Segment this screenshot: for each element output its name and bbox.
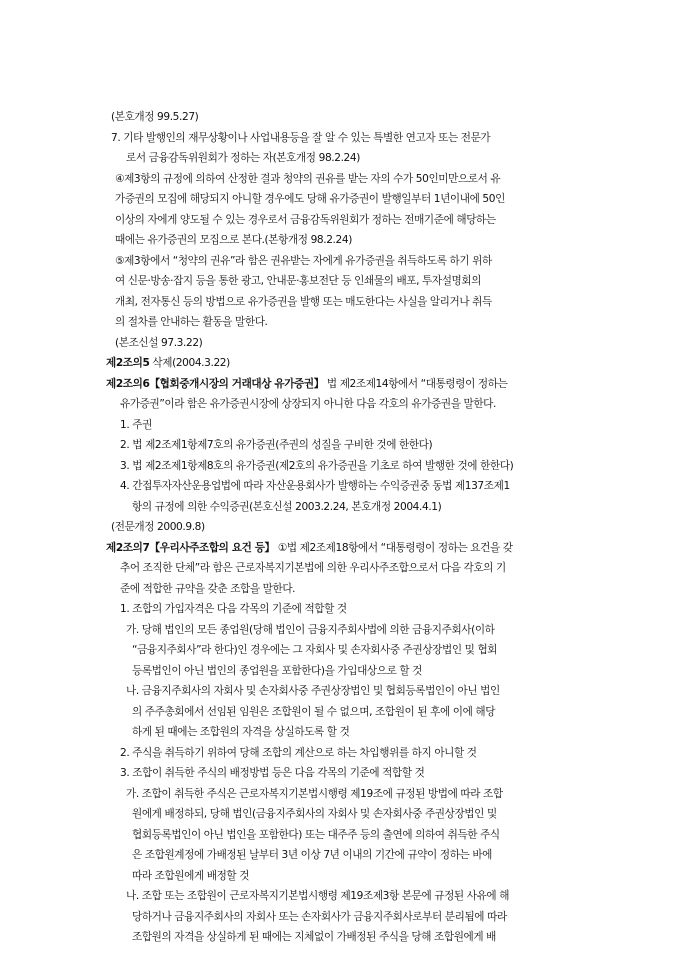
text-line: 가증권의 모집에 해당되지 아니할 경우에도 당해 유가증권이 발행일부터 1년이내에 50인 — [115, 193, 505, 205]
text-line: 가. 당해 법인의 모든 종업원(당해 법인이 금융지주회사법에 의한 금융지주회사(이하 — [126, 623, 495, 636]
article-text: ①법 제2조제18항에서 “대통령령이 정하는 요건을 갖 — [277, 541, 513, 554]
text-line: 2. 주식을 취득하기 위하여 당해 조합의 계산으로 하는 차입행위를 하지 아니할 것 — [120, 746, 477, 759]
text-line: 등록법인이 아닌 법인의 종업원을 포함한다)을 가입대상으로 할 것 — [132, 664, 423, 677]
article-text: 법 제2조제14항에서 “대통령령이 정하는 — [326, 377, 508, 390]
article-2-7 — [106, 538, 586, 559]
text-line: 따라 조합원에게 배정할 것 — [132, 869, 250, 882]
text-line: 은 조합원계정에 가배정된 날부터 3년 이상 7년 이내의 기간에 규약이 정하는 바에 — [132, 849, 492, 861]
text-line: 당하거나 금융지주회사의 자회사 또는 손자회사가 금융지주회사로부터 분리됨에 따라 — [132, 910, 507, 923]
text-line: 개최, 전자통신 등의 방법으로 유가증권을 발행 또는 매도한다는 사실을 알리거나 취득 — [115, 295, 492, 308]
text-line: 1. 주권 — [120, 418, 152, 431]
text-line: (본조신설 97.3.22) — [115, 336, 203, 349]
article-number: 제2조의7 — [106, 541, 150, 554]
article-2-6 — [106, 374, 586, 395]
text-line: 2. 법 제2조제1항제7호의 유가증권(주권의 성질을 구비한 것에 한한다) — [120, 439, 433, 451]
article-text: 삭제(2004.3.22) — [152, 357, 230, 369]
text-line: 유가증권”이라 함은 유가증권시장에 상장되지 아니한 다음 각호의 유가증권을 말한다. — [120, 398, 496, 410]
text-line: 4. 간접투자자산운용업법에 따라 자산운용회사가 발행하는 수익증권중 동법 제137조제1 — [120, 480, 510, 492]
text-line: 항의 규정에 의한 수익증권(본호신설 2003.2.24, 본호개정 2004.4.1) — [132, 500, 442, 513]
text-line: 추어 조직한 단체”라 함은 근로자복지기본법에 의한 우리사주조합으로서 다음 각호의 기 — [120, 562, 506, 574]
text-line: “금융지주회사”라 한다)인 경우에는 그 자회사 및 손자회사중 주권상장법인 및 협회 — [132, 644, 498, 656]
text-line: 원에게 배정하되, 당해 법인(금융지주회사의 자회사 및 손자회사중 주권상장법인 및 — [132, 808, 497, 820]
text-line: 때에는 유가증권의 모집으로 본다.(본항개정 98.2.24) — [115, 234, 352, 246]
text-line: 조합원의 자격을 상실하게 된 때에는 지체없이 가배정된 주식을 당해 조합원에게 배 — [132, 931, 497, 943]
text-line: 7. 기타 발행인의 재무상황이나 사업내용등을 잘 알 수 있는 특별한 연고자 또는 전문가 — [111, 131, 491, 144]
text-line: 1. 조합의 가입자격은 다음 각목의 기준에 적합할 것 — [120, 603, 347, 615]
text-line: 나. 조합 또는 조합원이 근로자복지기본법시행령 제19조제3항 본문에 규정된 사유에 해 — [126, 890, 510, 902]
article-title: 【협회중개시장의 거래대상 유가증권】 — [149, 377, 324, 390]
text-line: 3. 조합이 취득한 주식의 배정방법 등은 다음 각목의 기준에 적합할 것 — [120, 767, 425, 779]
article-number: 제2조의5 — [106, 357, 150, 369]
text-line: 의 절차를 안내하는 활동을 말한다. — [115, 316, 268, 328]
text-line: ④제3항의 규정에 의하여 산정한 결과 청약의 권유를 받는 자의 수가 50인미만으로서 유 — [115, 172, 501, 185]
text-line: 로서 금융감독위원회가 정하는 자(본호개정 98.2.24) — [126, 152, 360, 164]
text-line: 준에 적합한 규약을 갖춘 조합을 말한다. — [120, 582, 296, 595]
text-line: 3. 법 제2조제1항제8호의 유가증권(제2호의 유가증권을 기초로 하여 발행한 것에 한한다) — [120, 459, 514, 472]
text-line: 나. 금융지주회사의 자회사 및 손자회사중 주권상장법인 및 협회등록법인이 아닌 법인 — [126, 685, 500, 697]
text-line: 가. 조합이 취득한 주식은 근로자복지기본법시행령 제19조에 규정된 방법에 따라 조합 — [126, 787, 503, 800]
text-line: 이상의 자에게 양도될 수 있는 경우로서 금융감독위원회가 정하는 전매기준에 해당하는 — [115, 213, 496, 226]
article-2-5 — [106, 353, 586, 374]
document-body — [106, 107, 586, 948]
text-line: ⑤제3항에서 “청약의 권유”라 함은 권유받는 자에게 유가증권을 취득하도록 하기 위하 — [115, 254, 492, 267]
text-line: 여 신문·방송·잡지 등을 통한 광고, 안내문·홍보전단 등 인쇄물의 배포, 투자설명회의 — [115, 275, 482, 287]
text-line: (전문개정 2000.9.8) — [111, 521, 205, 533]
text-line: 하게 된 때에는 조합원의 자격을 상실하도록 할 것 — [132, 726, 350, 738]
text-line: 협회등록법인이 아닌 법인을 포함한다) 또는 대주주 등의 출연에 의하여 취득한 주식 — [132, 828, 500, 841]
text-line: 의 주주총회에서 선임된 임원은 조합원이 될 수 없으며, 조합원이 된 후에 이에 해당 — [132, 705, 496, 718]
article-number: 제2조의6 — [106, 377, 150, 390]
article-title: 【우리사주조합의 요건 등】 — [149, 541, 275, 554]
text-line: (본호개정 99.5.27) — [111, 111, 199, 123]
